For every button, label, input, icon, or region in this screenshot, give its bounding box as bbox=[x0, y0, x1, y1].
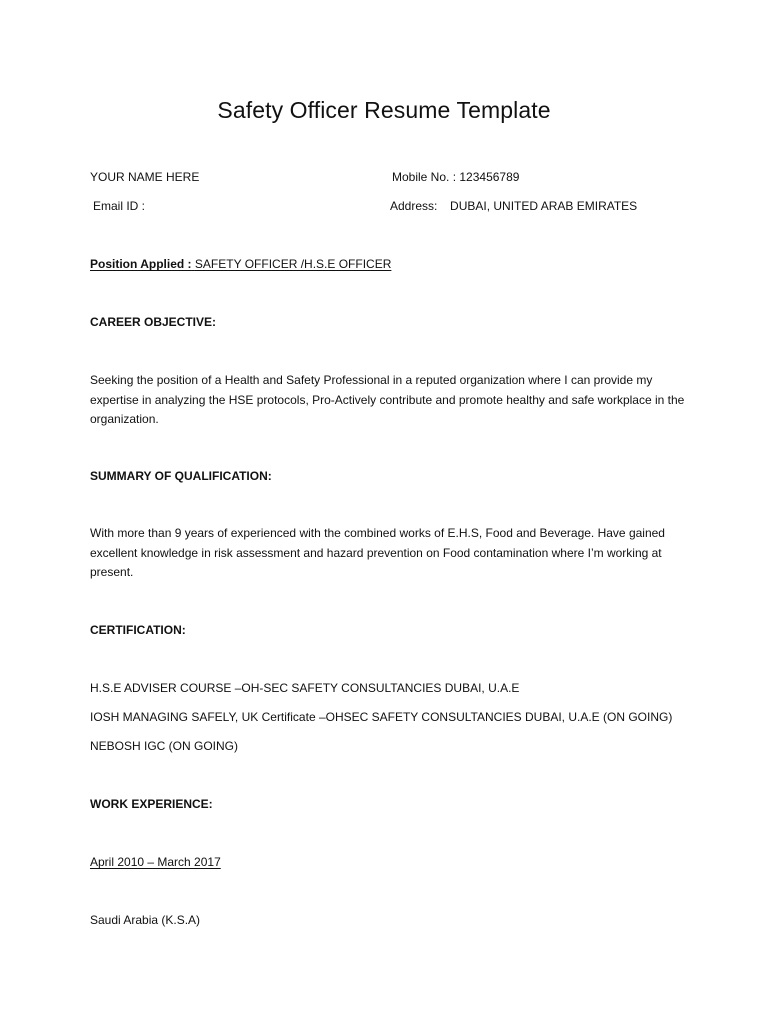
address-field bbox=[390, 197, 637, 215]
position-applied bbox=[90, 255, 391, 273]
summary-heading: SUMMARY OF QUALIFICATION: bbox=[90, 469, 272, 483]
candidate-name: YOUR NAME HERE bbox=[90, 170, 200, 184]
work-location: Saudi Arabia (K.S.A) bbox=[90, 913, 201, 927]
address-value: DUBAI, UNITED ARAB EMIRATES bbox=[450, 199, 638, 213]
certification-item: IOSH MANAGING SAFELY, UK Certificate –OHSEC SAFETY CONSULTANCIES DUBAI, U.A.E (ON GOING) bbox=[90, 710, 673, 724]
work-period: April 2010 – March 2017 bbox=[90, 855, 221, 869]
mobile-value: 123456789 bbox=[459, 170, 520, 184]
mobile-label: Mobile No. : bbox=[392, 170, 457, 184]
email-label: Email ID : bbox=[93, 199, 146, 213]
document-title: Safety Officer Resume Template bbox=[217, 97, 551, 123]
certification-item: H.S.E ADVISER COURSE –OH-SEC SAFETY CONSULTANCIES DUBAI, U.A.E bbox=[90, 681, 520, 695]
summary-text: With more than 9 years of experienced with the combined works of E.H.S, Food and Beverage. Have gained excellent knowledge in risk assessment and hazard prevention on Food contamination where I’m working at present. bbox=[90, 526, 665, 579]
career-objective-heading: CAREER OBJECTIVE: bbox=[90, 315, 217, 329]
work-experience-heading: WORK EXPERIENCE: bbox=[90, 797, 213, 811]
certification-item: NEBOSH IGC (ON GOING) bbox=[90, 739, 239, 753]
email-field bbox=[93, 197, 145, 215]
position-value: SAFETY OFFICER /H.S.E OFFICER bbox=[194, 257, 392, 271]
certification-heading: CERTIFICATION: bbox=[90, 623, 186, 637]
address-label: Address: bbox=[390, 199, 438, 213]
mobile-field bbox=[392, 168, 519, 186]
position-label: Position Applied : bbox=[90, 257, 192, 271]
career-objective-text: Seeking the position of a Health and Safety Professional in a reputed organization where I can provide my expertise in analyzing the HSE protocols, Pro-Actively contribute and promote healthy and safe workplace in the organization. bbox=[90, 373, 685, 426]
